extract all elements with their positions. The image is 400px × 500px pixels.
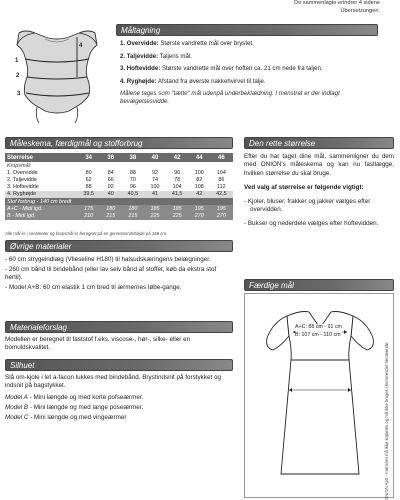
measurement-term: 1. Overvidde: bbox=[120, 40, 159, 47]
table-cell: 100 bbox=[194, 169, 204, 176]
table-cell: 270 bbox=[210, 212, 233, 219]
table-cell: 215 bbox=[100, 212, 121, 219]
table-cell: 96 bbox=[129, 184, 136, 191]
size-col-40: 40 bbox=[145, 153, 166, 162]
table-cell: 88 bbox=[85, 184, 92, 191]
size-choice-important: Ved valg af størrelse er følgende vigtigt: bbox=[244, 183, 364, 191]
table-cell: 108 bbox=[194, 184, 204, 191]
right-leg-line bbox=[75, 107, 78, 123]
list-item bbox=[5, 404, 233, 412]
section-faerdige-header: Færdige mål bbox=[244, 279, 394, 291]
table-cell: 62 bbox=[85, 176, 92, 183]
size-table bbox=[5, 153, 233, 220]
measurement-term: 4. Ryghøjde: bbox=[120, 77, 157, 85]
silhuet-text bbox=[5, 374, 233, 424]
table-cell: 70 bbox=[129, 176, 136, 183]
size-col-38: 38 bbox=[121, 153, 144, 162]
top-note-line-1: De sammenlagte erindrer 4 sidene bbox=[294, 0, 380, 6]
stofforslag-text: Modellen er beregnet til faststof f.eks. viscose-, hør-, silke- eller en bomuldskvalitet. bbox=[5, 336, 191, 352]
row-label: A+C - Midi lgd. bbox=[5, 205, 77, 212]
table-row bbox=[5, 176, 233, 183]
figure-label-4: 4 bbox=[79, 43, 83, 49]
fabric-heading-row bbox=[5, 198, 233, 205]
table-cell: 84 bbox=[107, 169, 114, 176]
top-note bbox=[230, 0, 380, 15]
measurement-list bbox=[120, 40, 380, 106]
copyright-side-text: ONION ApS - mønstret må ikke kopieres og må ikke bruges i kommerciel henseende. bbox=[384, 341, 389, 500]
size-col-34: 34 bbox=[77, 153, 100, 162]
model-name: Model B bbox=[5, 404, 29, 412]
measurement-note: Målene tages som "tætte" mål udenpå underbeklædning. I menstrat er der indlagt bevægelsesvidde. bbox=[120, 90, 340, 105]
measurement-desc: Største vandrette mål over hoften ca. 21 cm nede fra taljen. bbox=[160, 65, 323, 72]
size-choice-bullet: - Bukser og nederdele vælges efter hoftevidden. bbox=[244, 219, 379, 227]
model-name: Model C bbox=[5, 413, 29, 421]
table-cell: 96 bbox=[174, 169, 181, 176]
finished-measurement-box bbox=[244, 293, 394, 498]
table-cell: 42 bbox=[189, 191, 210, 198]
size-header-label: Størrelse bbox=[5, 153, 77, 162]
left-sleeve bbox=[267, 316, 289, 350]
figure-label-3: 3 bbox=[17, 91, 21, 97]
measurement-item bbox=[120, 53, 380, 61]
measurement-desc: Største vandrette mål over brystet. bbox=[158, 40, 254, 47]
size-table-header-row bbox=[5, 153, 233, 162]
table-cell: 185 bbox=[145, 205, 166, 212]
table-cell: 175 bbox=[77, 205, 100, 212]
table-cell: 104 bbox=[216, 169, 226, 176]
table-cell: 86 bbox=[218, 176, 225, 183]
model-desc: - Mini længde og med lange poseærmer. bbox=[28, 404, 144, 412]
table-cell: 225 bbox=[145, 212, 166, 219]
table-cell: 215 bbox=[121, 212, 144, 219]
section-stofforslag-header: Materialeforslag bbox=[5, 321, 233, 333]
table-cell: 40 bbox=[100, 191, 121, 198]
measurement-item bbox=[120, 78, 380, 86]
body-heading-row bbox=[5, 162, 233, 169]
finished-measure-b: B: 107 cm - 110 cm bbox=[295, 331, 341, 338]
table-cell: 185 bbox=[165, 205, 188, 212]
table-cell: 270 bbox=[189, 212, 210, 219]
materials-list bbox=[5, 256, 233, 293]
table-note: Alle mål er i centimeter og kropsmål er beregnet på en gennemsnitshøjde på 168 cm. bbox=[5, 231, 168, 236]
body-measurement-figure bbox=[5, 25, 110, 125]
fabric-heading: Stof forbrug - 140 cm bredt bbox=[5, 198, 233, 205]
measurement-desc: Afstand fra øverste nakkehvirvel til talje. bbox=[156, 77, 266, 85]
list-item bbox=[5, 414, 233, 422]
section-rette-storrelse-header: Den rette størrelse bbox=[244, 137, 394, 149]
row-label: B - Midi lgd. bbox=[5, 212, 77, 219]
table-cell: 66 bbox=[107, 176, 114, 183]
table-cell: 40,5 bbox=[121, 191, 144, 198]
top-note-line-2: Übersetzungen. bbox=[340, 7, 380, 14]
table-cell: 180 bbox=[121, 205, 144, 212]
list-item: - 60 cm strygeindlæg (Vlieseline H180) til halsudskæringens belægninger. bbox=[5, 256, 211, 263]
model-desc: - Mini længde og med vingeærmer bbox=[28, 413, 127, 421]
dress-skirt bbox=[281, 360, 359, 474]
table-cell: 80 bbox=[85, 169, 92, 176]
size-choice-bullet: - Kjoler, bluser, frakker og jakker vælges efter overvidden. bbox=[244, 198, 371, 214]
table-cell: 104 bbox=[172, 184, 182, 191]
table-cell: 195 bbox=[210, 205, 233, 212]
table-row bbox=[5, 205, 233, 212]
list-item: - Model A+B: 60 cm elastik 1 cm bred til ærmernes løbe-gange. bbox=[5, 283, 182, 291]
figure-label-1: 1 bbox=[15, 58, 19, 64]
list-item bbox=[5, 394, 233, 402]
finished-measure-caption bbox=[295, 324, 342, 339]
table-row bbox=[5, 184, 233, 191]
table-cell: 112 bbox=[217, 184, 226, 191]
size-col-44: 44 bbox=[189, 153, 210, 162]
measurement-desc: Taljens mål. bbox=[158, 52, 192, 60]
table-cell: 78 bbox=[174, 176, 181, 183]
size-choice-paragraph: Efter du har taget dine mål, sammenligner du dem med ONION's måleskema og kan nu fastlægge, hvilken størrelse du skal bruge. bbox=[244, 153, 394, 177]
table-row bbox=[5, 169, 233, 176]
table-cell: 100 bbox=[150, 184, 160, 191]
table-cell: 92 bbox=[151, 169, 158, 176]
measurement-term: 2. Taljevidde: bbox=[120, 52, 159, 60]
left-leg-line bbox=[36, 107, 39, 123]
table-cell: 88 bbox=[129, 169, 136, 176]
row-label: 3. Hoftevidde bbox=[7, 184, 39, 191]
size-col-46: 46 bbox=[210, 153, 233, 162]
table-row bbox=[5, 212, 233, 219]
section-maltagning-header: Måltagning bbox=[116, 24, 378, 36]
table-cell: 92 bbox=[107, 184, 114, 191]
torso-shape bbox=[17, 31, 97, 113]
table-cell: 180 bbox=[100, 205, 121, 212]
model-name: Model A bbox=[5, 394, 28, 402]
right-sleeve bbox=[351, 316, 373, 350]
measurement-term: 3. Hoftevidde: bbox=[120, 65, 161, 72]
row-label: 2. Taljevidde bbox=[7, 176, 37, 183]
section-maleskema-header: Måleskema, færdigmål og stofforbrug bbox=[5, 137, 233, 149]
body-heading: Kropsmål: bbox=[7, 162, 32, 169]
list-item: - 260 cm bånd til bindebånd (eller lav selv bånd af stoffet, køb da ekstra stof hertil). bbox=[5, 265, 217, 281]
finished-measure-ac: A+C: 88 cm - 91 cm bbox=[295, 324, 342, 330]
table-cell: 195 bbox=[189, 205, 210, 212]
table-cell: 41,5 bbox=[165, 191, 188, 198]
table-cell: 74 bbox=[151, 176, 158, 183]
row-label: 4. Ryghøjde bbox=[5, 191, 77, 198]
body-figure-svg bbox=[5, 25, 110, 125]
row-label: 1. Overvidde bbox=[7, 169, 38, 176]
figure-label-2: 2 bbox=[16, 73, 20, 79]
table-cell: 41 bbox=[145, 191, 166, 198]
measurement-item bbox=[120, 40, 380, 48]
table-cell: 42,5 bbox=[210, 191, 233, 198]
silhuet-description: Slå om-kjole i let a-facon lukkes med bindebånd. Brystindsnit på forstykket og indsnit på bagstykket. bbox=[5, 374, 221, 390]
size-col-42: 42 bbox=[165, 153, 188, 162]
table-cell: 82 bbox=[196, 176, 203, 183]
size-col-36: 36 bbox=[100, 153, 121, 162]
table-cell: 225 bbox=[165, 212, 188, 219]
table-row bbox=[5, 191, 233, 198]
table-cell: 39,5 bbox=[77, 191, 100, 198]
table-cell: 210 bbox=[77, 212, 100, 219]
section-ovrige-header: Øvrige materialer bbox=[5, 240, 233, 252]
right-column-text bbox=[244, 153, 394, 233]
model-desc: - Mini længde og med korte pofseærmer. bbox=[27, 394, 144, 402]
measurement-item bbox=[120, 65, 380, 73]
section-silhuet-header: Silhuet bbox=[5, 359, 233, 371]
